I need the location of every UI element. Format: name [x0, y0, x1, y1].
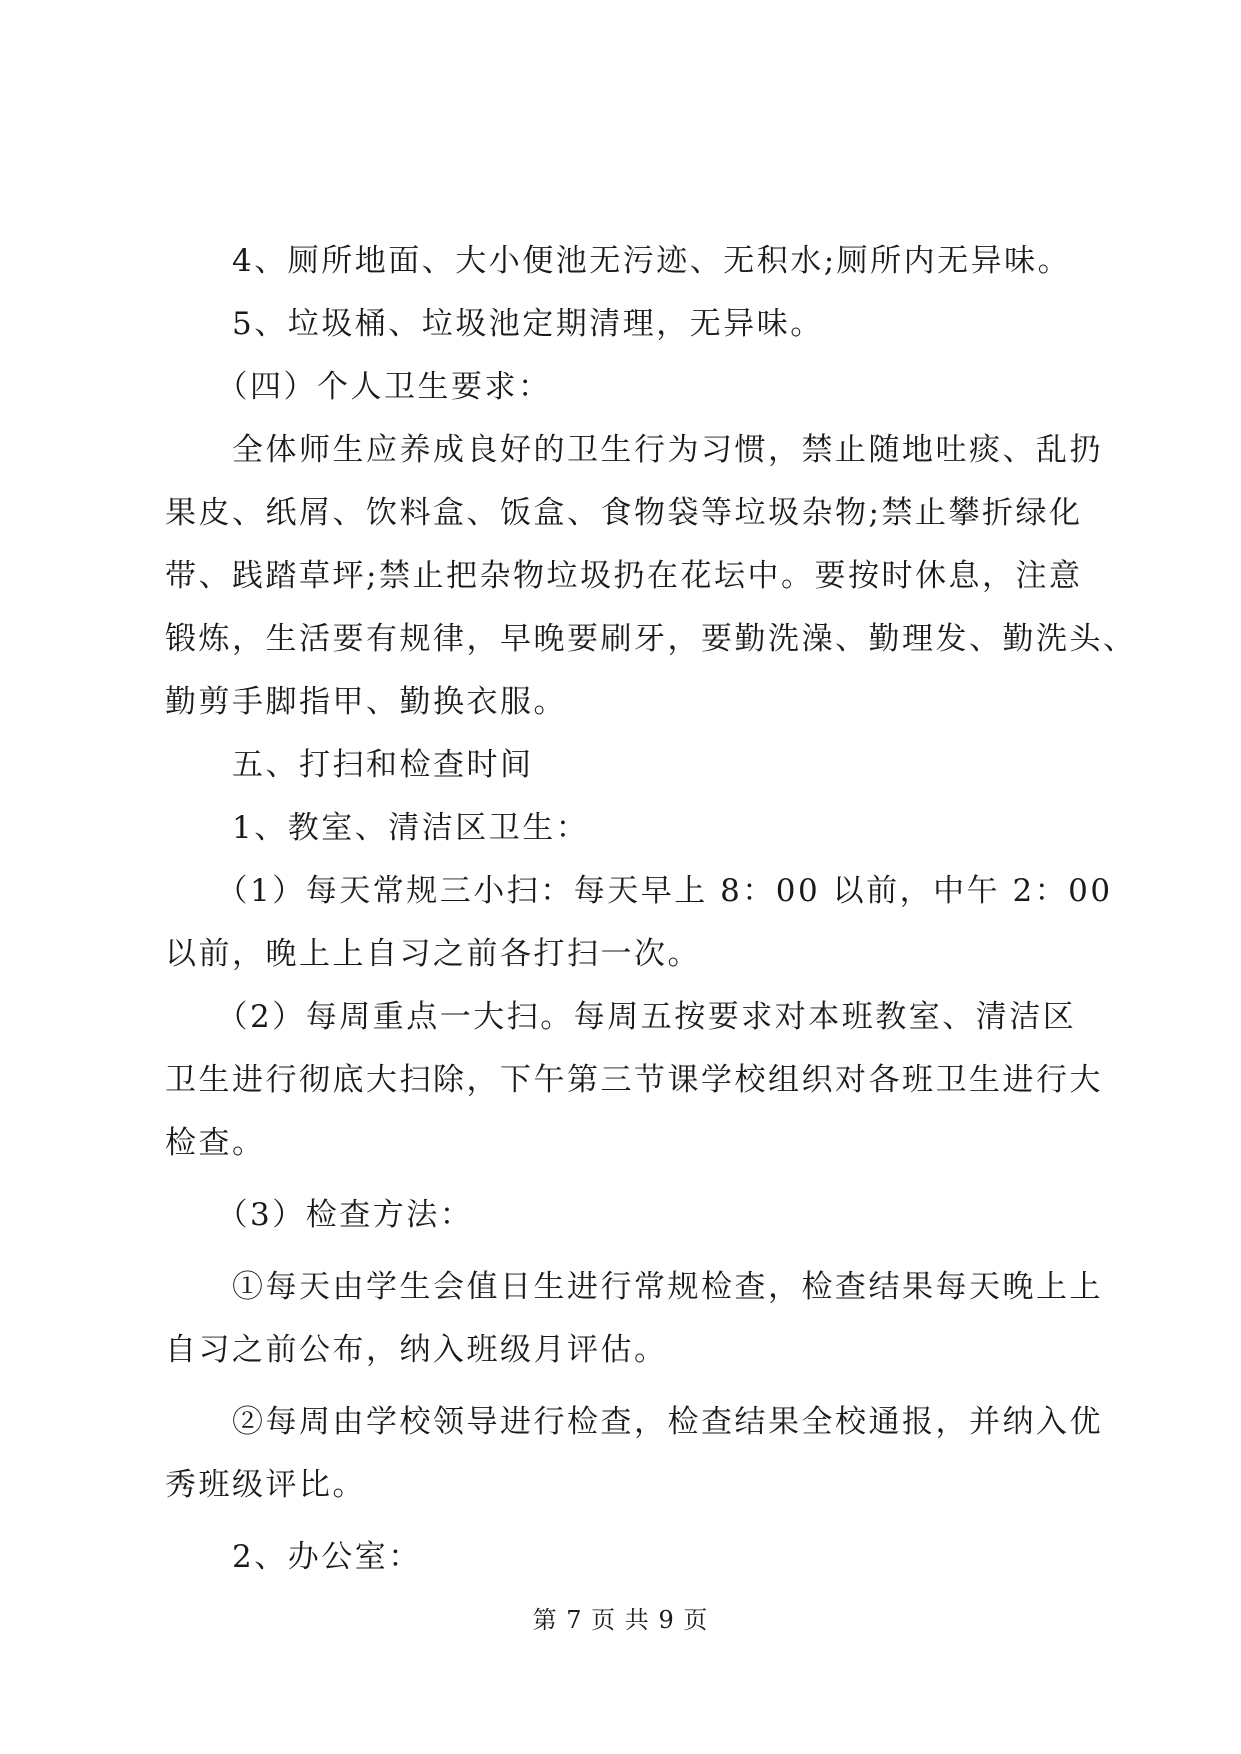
paragraph-line: 检查。: [165, 1125, 266, 1161]
paragraph-line: 以前，晚上上自习之前各打扫一次。: [165, 936, 701, 972]
paragraph-line: 秀班级评比。: [165, 1467, 366, 1503]
paragraph-line: 带、践踏草坪;禁止把杂物垃圾扔在花坛中。要按时休息，注意: [165, 558, 1083, 594]
paragraph-line: ①每天由学生会值日生进行常规检查，检查结果每天晚上上: [165, 1269, 1103, 1305]
paragraph-line: （3）检查方法：: [165, 1197, 474, 1233]
paragraph-line: 2、办公室：: [165, 1539, 422, 1575]
paragraph-line: 全体师生应养成良好的卫生行为习惯，禁止随地吐痰、乱扔: [165, 432, 1103, 468]
paragraph-line: 4、厕所地面、大小便池无污迹、无积水;厕所内无异味。: [165, 243, 1072, 279]
paragraph-line: 锻炼，生活要有规律，早晚要刷牙，要勤洗澡、勤理发、勤洗头、: [165, 621, 1137, 657]
paragraph-line: 1、教室、清洁区卫生：: [165, 810, 590, 846]
paragraph-line: 果皮、纸屑、饮料盒、饭盒、食物袋等垃圾杂物;禁止攀折绿化: [165, 495, 1083, 531]
paragraph-line: 自习之前公布，纳入班级月评估。: [165, 1332, 668, 1368]
paragraph-line: （1）每天常规三小扫：每天早上 8：00 以前，中午 2：00: [165, 873, 1113, 909]
paragraph-line: 勤剪手脚指甲、勤换衣服。: [165, 684, 567, 720]
page-number-footer: 第 7 页 共 9 页: [532, 1606, 709, 1634]
paragraph-line: （四）个人卫生要求：: [165, 369, 552, 405]
paragraph-line: （2）每周重点一大扫。每周五按要求对本班教室、清洁区: [165, 999, 1077, 1035]
paragraph-line: ②每周由学校领导进行检查，检查结果全校通报，并纳入优: [165, 1404, 1103, 1440]
paragraph-line: 卫生进行彻底大扫除，下午第三节课学校组织对各班卫生进行大: [165, 1062, 1103, 1098]
section-heading: 五、打扫和检查时间: [165, 747, 534, 783]
paragraph-line: 5、垃圾桶、垃圾池定期清理，无异味。: [165, 306, 824, 342]
document-body: [165, 230, 1137, 1589]
